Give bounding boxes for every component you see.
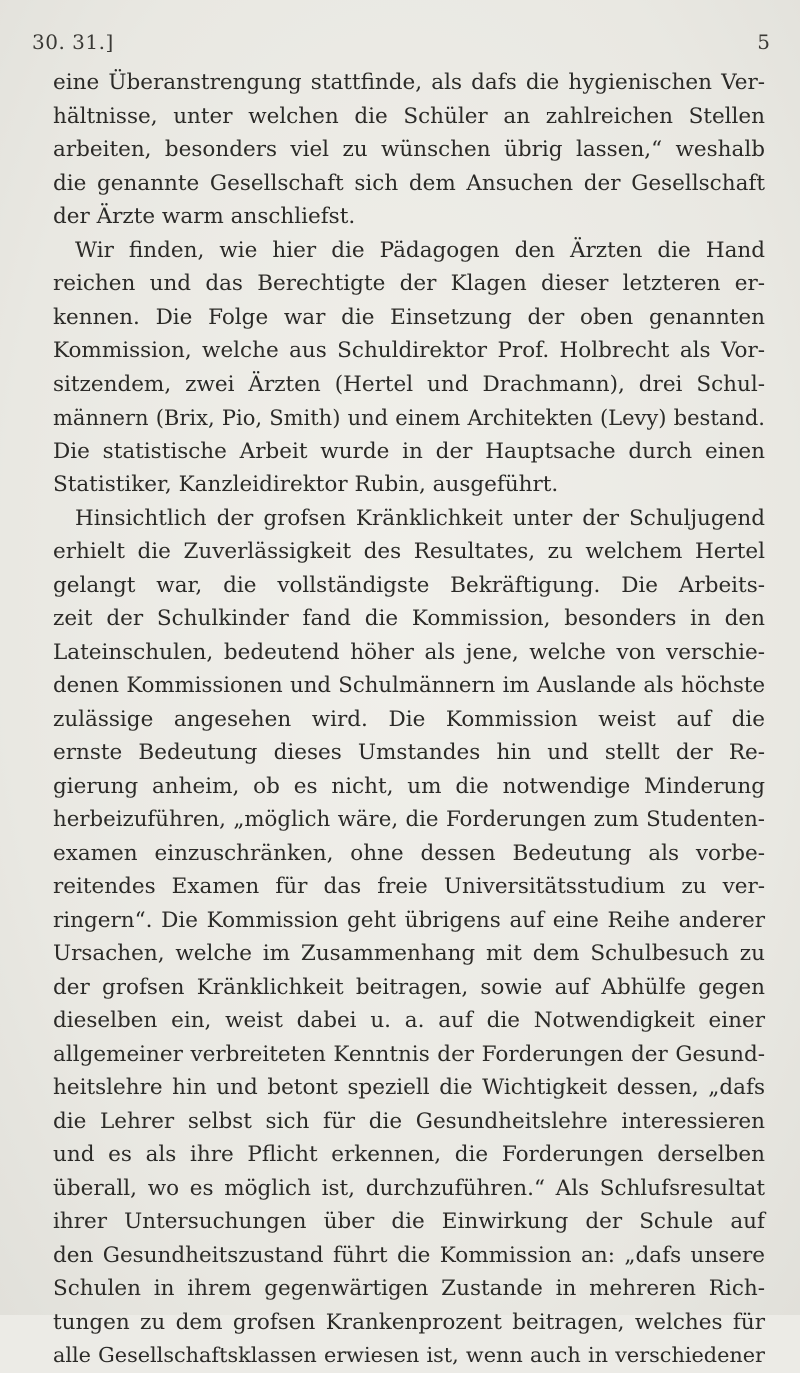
text-line: Wir finden, wie hier die Pädagogen den Ärzten die Hand (75, 237, 765, 263)
text-line: alle Gesellschaftsklassen erwiesen ist, wenn auch in verschiedener (53, 1343, 765, 1367)
text-line: Schulen in ihrem gegenwärtigen Zustande in mehreren Rich- (53, 1276, 765, 1301)
text-line: ernste Bedeutung dieses Umstandes hin und stellt der Re- (53, 740, 765, 765)
text-line: gelangt war, die vollständigste Bekräftigung. Die Arbeits- (53, 572, 765, 598)
text-line: reitendes Examen für das freie Universitätsstudium zu ver- (53, 874, 765, 899)
body-text (53, 66, 765, 1373)
text-line: examen einzuschränken, ohne dessen Bedeutung als vorbe- (53, 840, 765, 866)
text-line: der Ärzte warm anschliefst. (53, 204, 356, 229)
text-line: und es als ihre Pflicht erkennen, die Forderungen derselben (53, 1142, 765, 1167)
text-line: herbeizuführen, „möglich wäre, die Forderungen zum Studenten- (53, 807, 765, 832)
text-line: Ursachen, welche im Zusammenhang mit dem Schulbesuch zu (53, 941, 765, 966)
text-line: eine Überanstrengung stattfinde, als dafs die hygienischen Ver- (53, 70, 765, 95)
text-line: reichen und das Berechtigte der Klagen dieser letzteren er- (53, 271, 765, 296)
text-line: männern (Brix, Pio, Smith) und einem Architekten (Levy) bestand. (53, 405, 765, 430)
text-line: kennen. Die Folge war die Einsetzung der oben genannten (53, 304, 765, 330)
text-line: sitzendem, zwei Ärzten (Hertel und Drachmann), drei Schul- (53, 371, 765, 397)
text-line: tungen zu dem grofsen Krankenprozent beitragen, welches für (53, 1309, 765, 1335)
page-number: 5 (757, 30, 770, 54)
text-line: überall, wo es möglich ist, durchzuführen.“ Als Schlufsresultat (53, 1175, 765, 1201)
text-line: dieselben ein, weist dabei u. a. auf die Notwendigkeit einer (53, 1008, 765, 1033)
section-reference: 30. 31.] (32, 30, 114, 54)
text-line: Statistiker, Kanzleidirektor Rubin, ausgeführt. (53, 472, 559, 497)
text-line: heitslehre hin und betont speziell die Wichtigkeit dessen, „dafs (53, 1075, 765, 1100)
text-line: erhielt die Zuverlässigkeit des Resultates, zu welchem Hertel (53, 539, 765, 564)
page-header (32, 30, 770, 60)
text-line: ihrer Untersuchungen über die Einwirkung der Schule auf (53, 1209, 765, 1234)
text-line: die Lehrer selbst sich für die Gesundheitslehre interessieren (53, 1108, 765, 1134)
text-line: allgemeiner verbreiteten Kenntnis der Forderungen der Gesund- (53, 1041, 765, 1067)
text-line: gierung anheim, ob es nicht, um die notwendige Minderung (53, 773, 765, 799)
text-line: arbeiten, besonders viel zu wünschen übrig lassen,“ weshalb (53, 137, 765, 162)
text-line: die genannte Gesellschaft sich dem Ansuchen der Gesellschaft (53, 170, 765, 196)
text-line: zeit der Schulkinder fand die Kommission, besonders in den (53, 606, 765, 631)
text-line: ringern“. Die Kommission geht übrigens auf eine Reihe anderer (53, 907, 765, 933)
text-line: hältnisse, unter welchen die Schüler an zahlreichen Stellen (53, 103, 765, 129)
text-line: denen Kommissionen und Schulmännern im Auslande als höchste (53, 673, 765, 698)
text-line: zulässige angesehen wird. Die Kommission weist auf die (53, 706, 765, 732)
text-line: der grofsen Kränklichkeit beitragen, sowie auf Abhülfe gegen (53, 974, 765, 1000)
text-line: Lateinschulen, bedeutend höher als jene, welche von verschie- (53, 639, 765, 665)
text-line: Hinsichtlich der grofsen Kränklichkeit unter der Schuljugend (75, 505, 765, 531)
text-line: Die statistische Arbeit wurde in der Hauptsache durch einen (53, 438, 765, 464)
text-line: Kommission, welche aus Schuldirektor Prof. Holbrecht als Vor- (53, 338, 765, 363)
text-line: den Gesundheitszustand führt die Kommission an: „dafs unsere (53, 1242, 765, 1268)
